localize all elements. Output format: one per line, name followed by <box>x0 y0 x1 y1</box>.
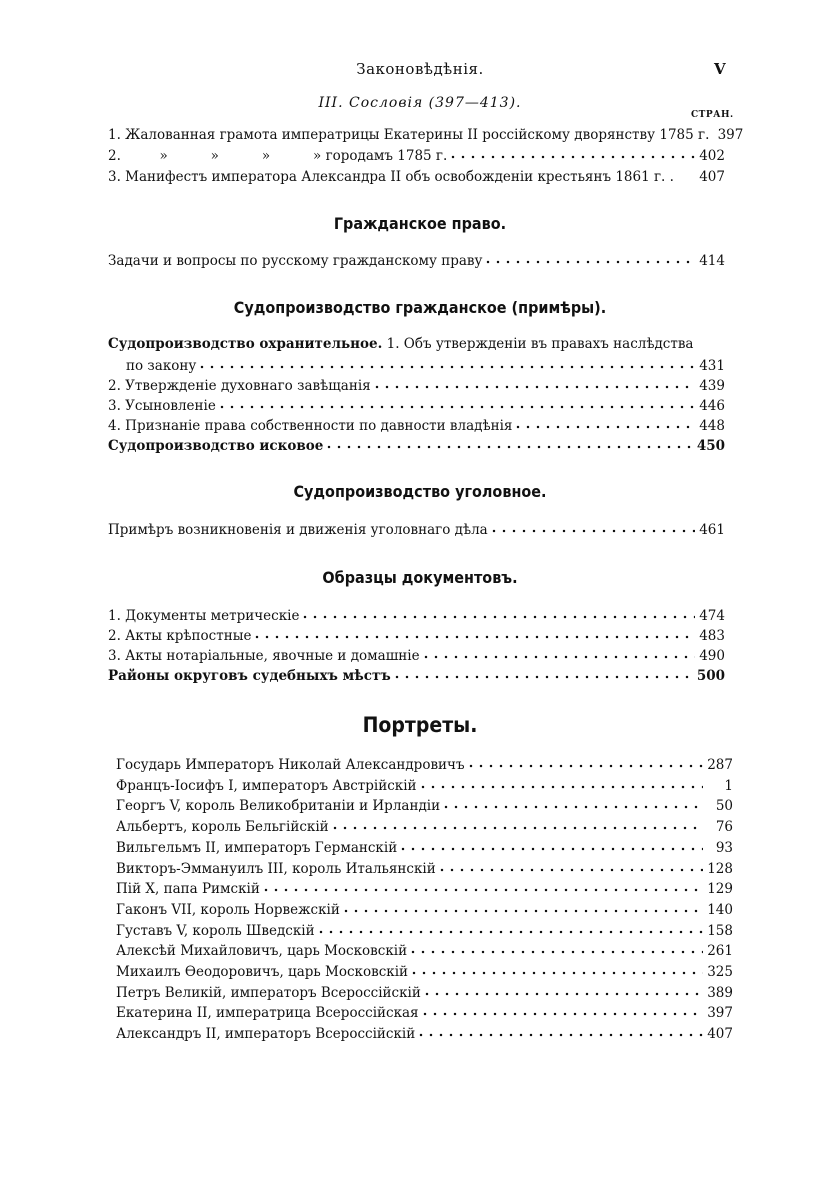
entry-page: 287 <box>707 757 733 773</box>
civil-procedure-heading: Судопроизводство гражданское (примѣры). <box>233 298 607 317</box>
dot-leader <box>419 1024 703 1038</box>
portrait-entry <box>116 796 733 816</box>
entry-title: Районы округовъ судебныхъ мѣстъ <box>108 668 391 684</box>
entry-page: 461 <box>699 522 725 538</box>
entry-title: Михаилъ Ѳеодоровичъ, царь Московскій <box>116 964 409 980</box>
entry-page: 389 <box>707 984 733 1001</box>
dot-leader <box>200 356 695 370</box>
entry-title: Густавъ V, король Шведскій <box>116 922 315 939</box>
portrait-entry <box>116 776 733 796</box>
toc-entry <box>108 251 725 271</box>
running-header <box>0 60 840 82</box>
dot-leader <box>303 606 695 620</box>
entry-title: Александръ II, императоръ Всероссійскій <box>116 1026 416 1043</box>
dot-leader <box>344 900 703 914</box>
entry-title: Задачи и вопросы по русскому гражданскому праву <box>108 253 483 269</box>
entry-page: 140 <box>707 901 733 918</box>
entry-title: Вильгельмъ II, императоръ Германскій <box>116 839 398 856</box>
entry-title: Судопроизводство исковое <box>108 438 324 454</box>
entry-page: 448 <box>699 418 725 434</box>
portrait-entry <box>116 817 733 837</box>
entry-title: Альбертъ, король Бельгійскій <box>116 819 329 836</box>
entry-title: 1. Документы метрическіе <box>108 608 300 624</box>
entry-page: 439 <box>699 378 725 394</box>
toc-entry <box>108 666 725 686</box>
entry-title: 3. Акты нотаріальные, явочные и домашніе <box>108 648 420 664</box>
civil-procedure-lead <box>108 336 693 352</box>
entry-page: 158 <box>707 922 733 939</box>
dot-leader <box>395 666 693 680</box>
toc-entry <box>108 520 725 540</box>
criminal-procedure-heading: Судопроизводство уголовное. <box>293 482 547 501</box>
portrait-entry <box>116 1024 733 1044</box>
entry-title: 1. Жалованная грамота императрицы Екатерины II россійскому дворянству 1785 г. <box>108 127 710 143</box>
dot-leader <box>220 396 695 410</box>
entry-page: 474 <box>699 608 725 624</box>
entry-page: 414 <box>699 253 725 269</box>
page-number-roman: V <box>714 60 726 78</box>
entry-title: Алексѣй Михайловичъ, царь Московскій <box>116 943 408 960</box>
estates-heading: III. Сословія (397—413). <box>318 95 522 111</box>
entry-title: Георгъ V, король Великобританіи и Ирландіи <box>116 798 441 815</box>
portrait-entry <box>116 921 733 941</box>
entry-title: 3. Манифестъ императора Александра II объ освобожденіи крестьянъ 1861 г. . <box>108 169 674 185</box>
entry-page: 407 <box>707 1026 733 1043</box>
dot-leader <box>486 251 695 265</box>
portrait-entry <box>116 879 733 899</box>
entry-page: 261 <box>707 943 733 960</box>
entry-title: Екатерина II, императрица Всероссійская <box>116 1005 419 1022</box>
entry-page: 128 <box>707 860 733 877</box>
dot-leader <box>492 520 695 534</box>
entry-page: 397 <box>707 1005 733 1022</box>
dot-leader <box>425 983 703 997</box>
portrait-entry <box>116 838 733 858</box>
entry-title: 2. Утвержденіе духовнаго завѣщанія <box>108 378 371 394</box>
dot-leader <box>319 921 703 935</box>
dot-leader <box>401 838 703 852</box>
entry-title: 2. Акты крѣпостные <box>108 628 252 644</box>
entry-title: Примѣръ возникновенія и движенія уголовнаго дѣла <box>108 522 488 538</box>
dot-leader <box>264 879 703 893</box>
entry-page: 483 <box>699 628 725 644</box>
lead-bold-text: Судопроизводство охранительное. <box>108 336 383 352</box>
portrait-entry <box>116 941 733 961</box>
entry-page: 93 <box>715 839 733 856</box>
toc-entry <box>108 626 725 646</box>
dot-leader <box>678 167 695 181</box>
entry-page: 446 <box>699 398 725 414</box>
lead-text: 1. Объ утвержденіи въ правахъ наслѣдства <box>382 336 694 352</box>
entry-page: 450 <box>696 438 725 454</box>
dot-leader <box>411 941 703 955</box>
entry-title: Гаконъ VII, король Норвежскій <box>116 901 340 918</box>
entry-title: Петръ Великій, императоръ Всероссійскій <box>116 984 421 1001</box>
entry-title: 2. » » » » городамъ 1785 г. <box>108 148 448 164</box>
dot-leader <box>424 646 695 660</box>
dot-leader <box>444 796 703 810</box>
dot-leader <box>375 376 695 390</box>
entry-page: 129 <box>707 881 733 898</box>
dot-leader <box>440 859 703 873</box>
entry-title: Государь Императоръ Николай Александровичъ <box>116 757 465 773</box>
entry-title: 4. Признаніе права собственности по давности владѣнія <box>108 418 513 434</box>
dot-leader <box>412 962 703 976</box>
toc-entry <box>108 167 725 187</box>
dot-leader <box>469 755 703 769</box>
toc-entry <box>108 146 725 166</box>
portrait-entry <box>116 962 733 982</box>
dot-leader <box>255 626 695 640</box>
portrait-entry <box>116 859 733 879</box>
toc-entry <box>108 125 744 145</box>
toc-entry <box>108 646 725 666</box>
portrait-entry <box>116 900 733 920</box>
documents-heading: Образцы документовъ. <box>322 568 518 587</box>
toc-entry <box>108 396 725 416</box>
dot-leader <box>421 776 703 790</box>
civil-law-heading: Гражданское право. <box>333 214 507 233</box>
entry-page: 402 <box>699 148 725 164</box>
entry-page: 431 <box>699 358 725 374</box>
page-column-label: СТРАН. <box>691 110 734 120</box>
entry-title: 3. Усыновленіе <box>108 398 216 414</box>
toc-entry <box>126 356 725 376</box>
portrait-entry <box>116 1003 733 1023</box>
entry-page: 500 <box>696 668 725 684</box>
entry-page: 407 <box>699 169 725 185</box>
toc-entry <box>108 376 725 396</box>
portraits-heading: Портреты. <box>362 713 478 737</box>
dot-leader <box>333 817 703 831</box>
entry-title: Викторъ-Эммануилъ III, король Итальянскій <box>116 860 436 877</box>
running-title: Законовѣдѣнія. <box>356 60 484 78</box>
entry-page: 76 <box>715 819 733 836</box>
entry-page: 490 <box>699 648 725 664</box>
entry-title: Францъ-Іосифъ I, императоръ Австрійскій <box>116 777 417 794</box>
entry-page: 50 <box>715 798 733 815</box>
dot-leader <box>327 436 692 450</box>
entry-page: 325 <box>707 964 733 980</box>
entry-page: 397 <box>717 127 744 143</box>
entry-title: Пій X, папа Римскій <box>116 881 260 898</box>
portrait-entry <box>116 983 733 1003</box>
portrait-entry <box>116 755 733 775</box>
dot-leader <box>451 146 695 160</box>
dot-leader <box>423 1003 703 1017</box>
entry-page: 1 <box>724 777 733 794</box>
toc-entry <box>108 606 725 626</box>
dot-leader <box>516 416 695 430</box>
toc-entry <box>108 416 725 436</box>
toc-entry <box>108 436 725 456</box>
entry-title: по закону <box>126 358 197 374</box>
